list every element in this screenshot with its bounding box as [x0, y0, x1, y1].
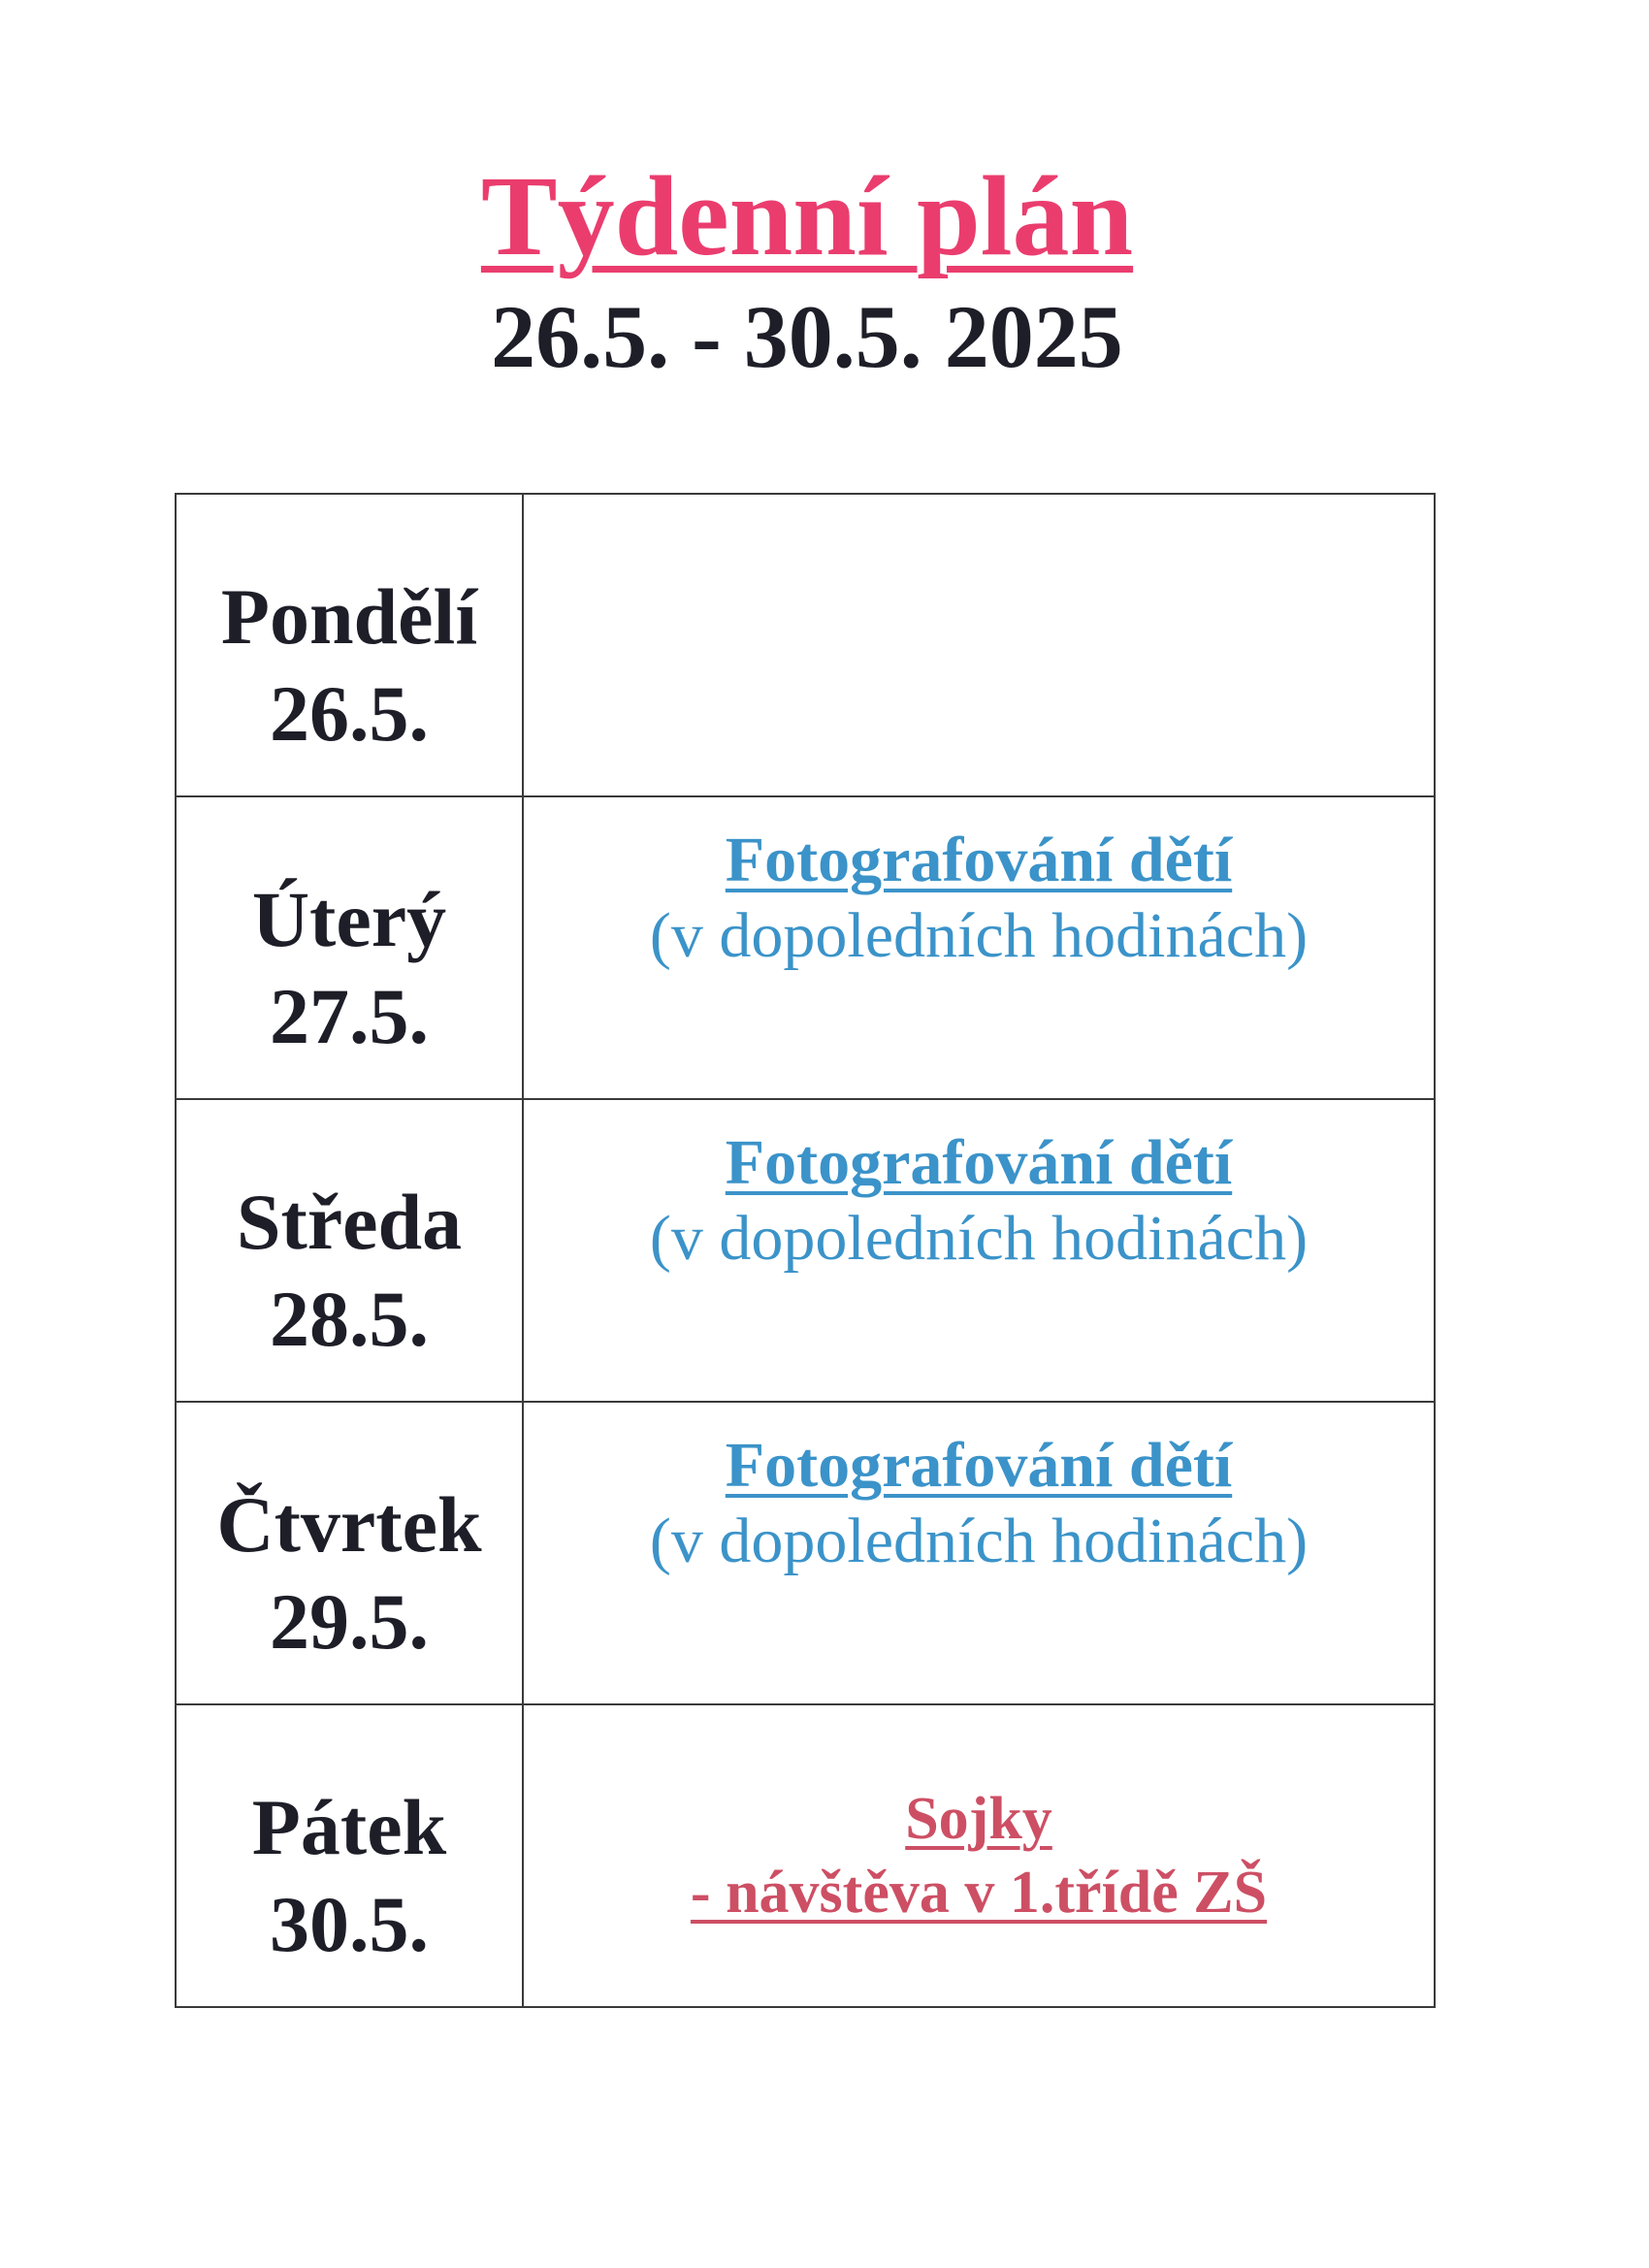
- event-cell-monday: [523, 494, 1435, 796]
- day-date: 30.5.: [270, 1880, 429, 1968]
- event-title: Fotografování dětí: [725, 1430, 1233, 1501]
- event-title: Sojky: [905, 1786, 1052, 1852]
- event-title: Fotografování dětí: [725, 825, 1233, 895]
- event-note: (v dopoledních hodinách): [649, 1506, 1309, 1576]
- page-title: [0, 153, 1614, 279]
- event-note: - návštěva v 1.třídě ZŠ: [690, 1860, 1268, 1926]
- weekly-plan-table: [175, 493, 1436, 2008]
- date-range: 26.5. - 30.5. 2025: [491, 287, 1123, 386]
- day-date: 29.5.: [270, 1577, 429, 1666]
- day-name: Středa: [236, 1178, 463, 1266]
- day-cell-friday: [176, 1704, 523, 2007]
- day-cell-tuesday: [176, 796, 523, 1099]
- day-date: 28.5.: [270, 1275, 429, 1363]
- day-date: 26.5.: [270, 669, 429, 758]
- day-date: 27.5.: [270, 972, 429, 1060]
- day-cell-wednesday: [176, 1099, 523, 1402]
- table-row: [176, 1704, 1435, 2007]
- table-row: [176, 494, 1435, 796]
- day-name: Pondělí: [220, 572, 478, 661]
- table-row: [176, 796, 1435, 1099]
- table-row: [176, 1402, 1435, 1704]
- day-name: Úterý: [251, 875, 447, 963]
- event-note: (v dopoledních hodinách): [649, 1203, 1309, 1274]
- event-cell-tuesday: [523, 796, 1435, 1099]
- event-title: Fotografování dětí: [725, 1127, 1233, 1198]
- event-cell-friday: [523, 1704, 1435, 2007]
- event-cell-wednesday: [523, 1099, 1435, 1402]
- day-cell-thursday: [176, 1402, 523, 1704]
- table-row: [176, 1099, 1435, 1402]
- event-cell-thursday: [523, 1402, 1435, 1704]
- day-cell-monday: [176, 494, 523, 796]
- page-title-text: Týdenní plán: [480, 152, 1134, 279]
- day-name: Čtvrtek: [216, 1480, 482, 1569]
- event-note: (v dopoledních hodinách): [649, 900, 1309, 971]
- day-name: Pátek: [251, 1783, 447, 1871]
